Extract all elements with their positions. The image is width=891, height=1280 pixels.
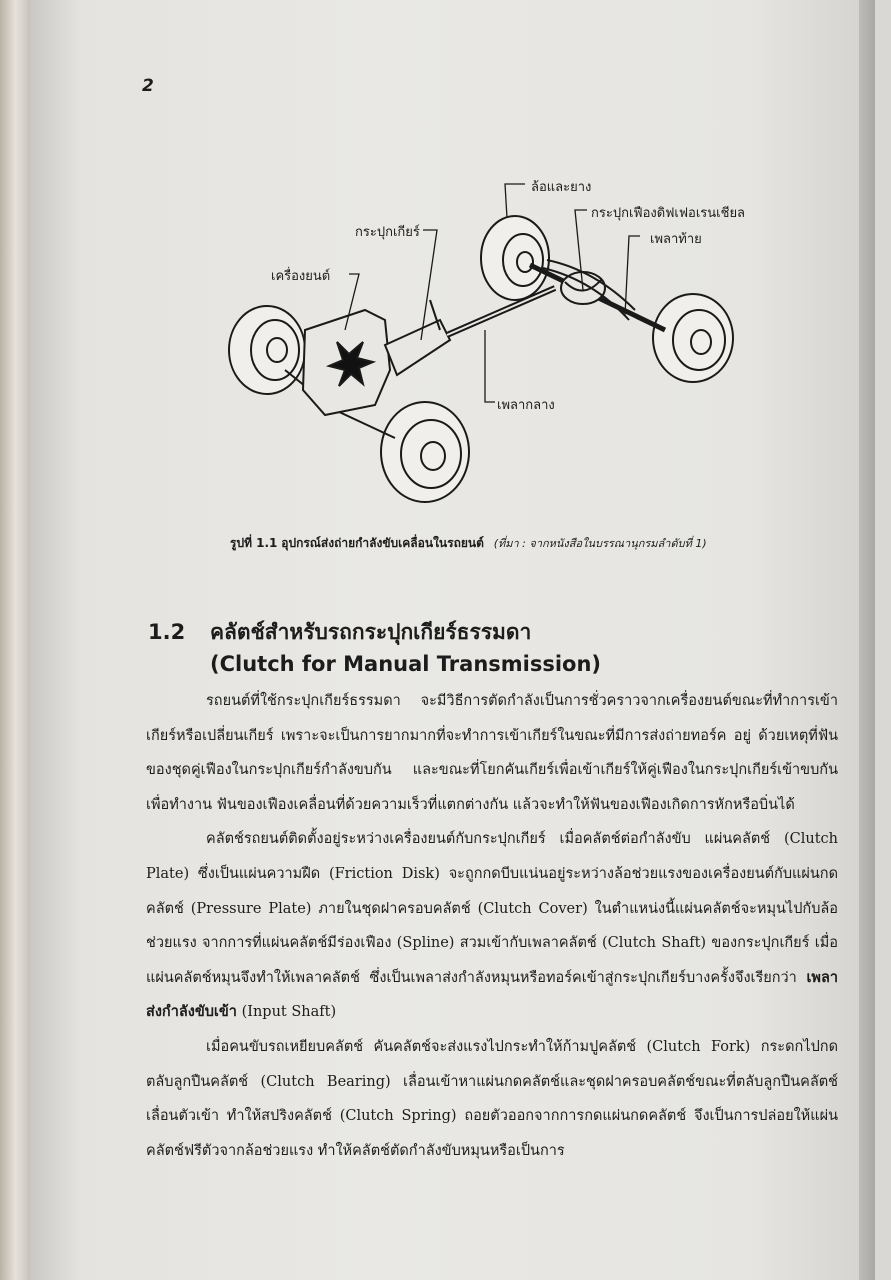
callout-engine: เครื่องยนต์ (271, 269, 331, 284)
figure-caption (230, 534, 790, 553)
paragraph-2-main: คลัตช์รถยนต์ติดตั้งอยู่ระหว่างเครื่องยนต์กับกระปุกเกียร์ เมื่อคลัตช์ต่อกำลังขับ แผ่นคลัตช์ (Clutch Plate) ซึ่งเป็นแผ่นความฝืด (Friction Disk) จะถูกกดบีบแน่นอยู่ระหว่างล้อช่วยแรงของเครื่องยนต์กับแผ่นกดคลัตช์ (Pressure Plate) ภายในชุดฝาครอบคลัตช์ (Clutch Cover) ในตำแหน่งนี้แผ่นคลัตช์จะหมุนไปกับล้อช่วยแรง จากการที่แผ่นคลัตช์มีร่องเฟือง (Spline) สวมเข้ากับเพลาคลัตช์ (Clutch Shaft) ของกระปุกเกียร์ เมื่อแผ่นคลัตช์หมุนจึงทำให้เพลาคลัตช์ ซึ่งเป็นเพลาส่งกำลังหมุนหรือทอร์คเข้าสู่กระปุกเกียร์บางครั้งจึงเรียกว่า (146, 831, 838, 986)
body-text (146, 684, 838, 1168)
callout-gearbox: กระปุกเกียร์ (355, 225, 420, 240)
caption-text: อุปกรณ์ส่งถ่ายกำลังขับเคลื่อนในรถยนต์ (281, 536, 484, 550)
section-heading (148, 616, 848, 676)
callout-rear-axle: เพลาท้าย (650, 232, 702, 247)
caption-label: รูปที่ 1.1 (230, 536, 278, 550)
section-title-thai: คลัตช์สำหรับรถกระปุกเกียร์ธรรมดา (210, 620, 532, 644)
drivetrain-figure (225, 170, 785, 510)
page-number: 2 (142, 76, 154, 96)
paragraph-2-end: (Input Shaft) (241, 1004, 337, 1021)
paragraph-3: เมื่อคนขับรถเหยียบคลัตช์ คันคลัตช์จะส่งแรงไปกระทำให้ก้ามปูคลัตช์ (Clutch Fork) กระดกไปกดตลับลูกปืนคลัตช์ (Clutch Bearing) เลื่อนเข้าหาแผ่นกดคลัตช์และชุดฝาครอบคลัตช์ขณะที่ตลับลูกปืนคลัตช์เลื่อนตัวเข้า ทำให้สปริงคลัตช์ (Clutch Spring) ถอยตัวออกจากการกดแผ่นกดคลัตช์ จึงเป็นการปล่อยให้แผ่นคลัตช์ฟรีตัวจากล้อช่วยแรง ทำให้คลัตช์ตัดกำลังขับหมุนหรือเป็นการ (146, 1038, 838, 1159)
paragraph-2-bold-term: เพลาส่งกำลังขับเข้า (146, 968, 838, 1021)
book-spine (0, 0, 34, 1280)
callout-wheel-tire: ล้อและยาง (531, 180, 592, 195)
caption-source: (ที่มา : จากหนังสือในบรรณานุกรมลำดับที่ 1) (493, 537, 707, 550)
section-title-english: (Clutch for Manual Transmission) (210, 652, 602, 676)
callout-differential: กระปุกเฟืองดิฟเฟอเรนเชียล (591, 206, 746, 221)
page-edge (859, 0, 875, 1280)
section-number: 1.2 (148, 620, 186, 644)
paragraph-1: รถยนต์ที่ใช้กระปุกเกียร์ธรรมดา จะมีวิธีการตัดกำลังเป็นการชั่วคราวจากเครื่องยนต์ขณะที่ทำการเข้าเกียร์หรือเปลี่ยนเกียร์ เพราะจะเป็นการยากมากที่จะทำการเข้าเกียร์ในขณะที่มีการส่งถ่ายทอร์ค อยู่ ด้วยเหตุที่ฟันของชุดคู่เฟืองในกระปุกเกียร์กำลังขบกัน และขณะที่โยกคันเกียร์เพื่อเข้าเกียร์ให้คู่เฟืองในกระปุกเกียร์เข้าขบกันเพื่อทำงาน ฟันของเฟืองเคลื่อนที่ด้วยความเร็วที่แตกต่างกัน แล้วจะทำให้ฟันของเฟืองเกิดการหักหรือบิ่นได้ (146, 693, 838, 813)
callout-propeller-shaft: เพลากลาง (497, 398, 555, 413)
paragraph-2 (146, 822, 838, 1030)
